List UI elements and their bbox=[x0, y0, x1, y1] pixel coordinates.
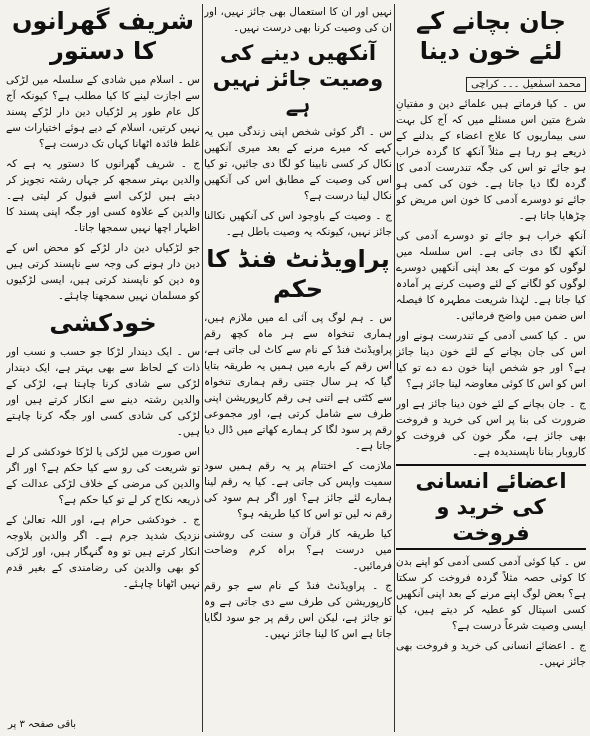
article-title-suicide: خودکشی bbox=[49, 309, 157, 337]
byline: محمد اسمٰعیل ۔۔۔ کراچی bbox=[466, 77, 586, 92]
question-paragraph: کیا طریقہ کار قرآن و سنت کی روشنی میں درست ہے؟ براہ کرم وضاحت فرمائیں۔ bbox=[204, 528, 392, 572]
middle-column bbox=[204, 4, 392, 732]
column-divider bbox=[202, 4, 203, 732]
article-title-provident-fund: پراویڈنٹ فنڈ کا حکم bbox=[206, 245, 390, 303]
question-paragraph: ملازمت کے اختتام پر یہ رقم ہمیں سود سمیت واپس کی جاتی ہے۔ کیا یہ رقم لینا ہمارے لئے جائز ہے؟ اور اگر ہم سود کی رقم نہ لیں تو اس کا کیا طریقہ ہو؟ bbox=[204, 460, 392, 520]
intro-paragraph: نہیں اور ان کا استعمال بھی جائز نہیں، اور ان کی وصیت کرنا بھی درست نہیں۔ bbox=[204, 6, 392, 34]
question-paragraph: س ۔ کیا فرماتے ہیں علمائے دین و مفتیانِ شرع متین اس مسئلے میں کہ آج کل بہت سی بیماریوں کا علاج اعضاء کے بدلنے کے ذریعے ہو رہا ہے مثلاً آنکھ کا گردہ خراب ہو جائے تو اس کی جگہ تندرست آدمی کا گردہ لگا دیا جاتا ہے۔ خون کی کمی ہو جائے تو دوسرے آدمی کا خون اس مریض کو چڑھایا جاتا ہے۔ bbox=[396, 98, 586, 222]
answer-paragraph: ج ۔ شریف گھرانوں کا دستور یہ ہے کہ والدین بہتر سمجھ کر جہاں رشتہ تجویز کر دیتے ہیں لڑکی اسے قبول کر لیتی ہے۔ والدین کے علاوہ کسی اور جگہ اپنی پسند کا اظہار اچھا نہیں سمجھا جاتا۔ bbox=[6, 158, 200, 234]
answer-paragraph: جو لڑکیاں دین دار لڑکے کو محض اس کے دین دار ہونے کی وجہ سے ناپسند کرتی ہیں وہ دین کو ناپسند کرتی ہیں، ایسی لڑکیوں کو مسلمان نہیں سمجھنا چاہئے۔ bbox=[6, 242, 200, 302]
section-title-organ-sale: اعضائے انسانی کی خرید و فروخت bbox=[396, 464, 586, 550]
answer-paragraph: ج ۔ وصیت کے باوجود اس کی آنکھیں نکالنا جائز نہیں، کیونکہ یہ وصیت باطل ہے۔ bbox=[204, 210, 392, 238]
left-column bbox=[6, 4, 200, 732]
question-paragraph: س ۔ ایک دیندار لڑکا جو حسب و نسب اور ذات کے لحاظ سے بھی بہتر ہے، ایک دیندار لڑکی سے شادی کرنا چاہتا ہے، لڑکی کے والدین رشتہ دینے سے انکار کرتے ہیں اور لڑکی کی شادی کسی اور جگہ کرنا چاہتے ہیں۔ bbox=[6, 346, 200, 438]
question-paragraph: س ۔ ہم لوگ پی آئی اے میں ملازم ہیں، ہماری تنخواہ سے ہر ماہ کچھ رقم پراویڈنٹ فنڈ کے نام سے کاٹ لی جاتی ہے، اس رقم کے بارے میں ہمیں یہ طریقہ بتایا گیا کہ ہر سال جتنی رقم ہماری تنخواہ سے کٹتی ہے اتنی ہی رقم کارپوریشن اپنی طرف سے شامل کرتی ہے، اور مجموعی رقم پر سود لگا کر ہمارے کھاتے میں ڈال دیا جاتا ہے۔ bbox=[204, 312, 392, 452]
article-title-noble-families: شریف گھرانوں کا دستور bbox=[12, 7, 194, 65]
answer-paragraph: ج ۔ خودکشی حرام ہے، اور اللہ تعالیٰ کے نزدیک شدید جرم ہے۔ اگر والدین بلاوجہ انکار کرتے ہیں تو وہ گنہگار ہیں، اور لڑکی کو بھی والدین کی رضامندی کے بغیر قدم نہیں اٹھانا چاہئے۔ bbox=[6, 514, 200, 590]
article-title-blood-donation: جان بچانے کے لئے خون دینا bbox=[416, 7, 566, 65]
question-paragraph: آنکھ خراب ہو جائے تو دوسرے آدمی کی آنکھ لگا دی جاتی ہے۔ اس سلسلہ میں لوگوں کو موت کے بعد اپنی آنکھیں دوسرے لوگوں کو لگانے کے لئے وصیت کرنے پر آمادہ کیا جاتا ہے۔ لہٰذا شریعت مطہرہ کا فیصلہ اس ضمن میں واضح فرمائیں۔ bbox=[396, 230, 586, 322]
question-paragraph: س ۔ اسلام میں شادی کے سلسلہ میں لڑکی سے اجازت لینے کا کیا مطلب ہے؟ کیونکہ آج کل عام طور پر لڑکیاں دین دار لڑکے پسند نہیں کرتیں، اسلام کے دیے ہوئے اختیارات سے غلط فائدہ اٹھانا کہاں تک درست ہے؟ bbox=[6, 74, 200, 150]
question-paragraph: س ۔ اگر کوئی شخص اپنی زندگی میں یہ کہے کہ میرے مرنے کے بعد میری آنکھیں نکال کر کسی نابینا کو لگا دی جائیں، تو کیا اس کی وصیت کے مطابق اس کی آنکھیں نکال لینا درست ہے؟ bbox=[204, 126, 392, 202]
right-column bbox=[396, 4, 586, 732]
newspaper-page bbox=[4, 4, 586, 732]
answer-paragraph: ج ۔ جان بچانے کے لئے خون دینا جائز ہے اور ضرورت کی بنا پر اس کی خرید و فروخت بھی جائز ہے، مگر خون کی فروخت کو کاروبار بنانا ناپسندیدہ ہے۔ bbox=[396, 398, 586, 458]
column-divider bbox=[394, 4, 395, 732]
answer-paragraph: ج ۔ اعضائے انسانی کی خرید و فروخت بھی جائز نہیں۔ bbox=[396, 640, 586, 668]
question-paragraph: س ۔ کیا کسی آدمی کے تندرست ہونے اور اس کی جان بچانے کے لئے خون دینا جائز ہے؟ اور جو شخص اپنا خون دے دے تو کیا اس کو اس کا کوئی معاوضہ لینا جائز ہے؟ bbox=[396, 330, 586, 390]
answer-paragraph: ج ۔ پراویڈنٹ فنڈ کے نام سے جو رقم کارپوریشن کی طرف سے دی جاتی ہے وہ تو جائز ہے، لیکن اس رقم پر جو سود لگایا جاتا ہے اس کا لینا جائز نہیں۔ bbox=[204, 580, 392, 640]
question-paragraph: اس صورت میں لڑکی یا لڑکا خودکشی کر لے تو شریعت کی رو سے کیا حکم ہے؟ اور اگر والدین کی مرضی کے خلاف لڑکی عدالت کے ذریعہ نکاح کر لے تو کیا حکم ہے؟ bbox=[6, 446, 200, 506]
article-title-eye-donation-will: آنکھیں دینے کی وصیت جائز نہیں ہے bbox=[212, 41, 384, 117]
question-paragraph: س ۔ کیا کوئی آدمی کسی آدمی کو اپنے بدن کا کوئی حصہ مثلاً گردہ فروخت کر سکتا ہے؟ بعض لوگ اپنے مرنے کے بعد اپنی آنکھیں کسی اسپتال کو عطیہ کر دیتے ہیں، کیا ایسی وصیت شرعاً درست ہے؟ bbox=[396, 556, 586, 632]
continued-on-page-note: باقی صفحہ ۳ پر bbox=[8, 719, 77, 730]
